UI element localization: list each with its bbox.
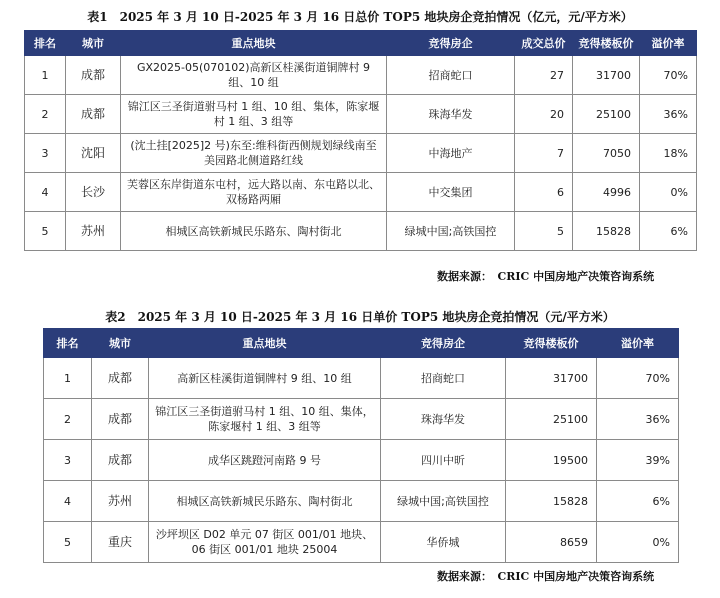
city-cell: 成都 — [92, 440, 149, 481]
developer-cell: 四川中昕 — [381, 440, 506, 481]
table-row — [44, 481, 679, 522]
land-cell: 锦江区三圣街道驸马村 1 组、10 组、集体，陈家堰村 1 组、3 组等 — [149, 399, 381, 440]
total-price-cell: 5 — [515, 212, 573, 251]
developer-cell: 绿城中国;高铁国控 — [381, 481, 506, 522]
rank-cell: 5 — [44, 522, 92, 563]
table1-header-developer: 竞得房企 — [387, 31, 515, 56]
table2-header-premium: 溢价率 — [597, 329, 679, 358]
city-cell: 苏州 — [92, 481, 149, 522]
table1-header-land: 重点地块 — [121, 31, 387, 56]
floor-price-cell: 4996 — [573, 173, 640, 212]
premium-cell: 39% — [597, 440, 679, 481]
land-cell: 相城区高铁新城民乐路东、陶村街北 — [149, 481, 381, 522]
city-cell: 成都 — [66, 56, 121, 95]
land-cell: 成华区跳蹬河南路 9 号 — [149, 440, 381, 481]
land-cell: GX2025-05(070102)高新区桂溪街道铜牌村 9 组、10 组 — [121, 56, 387, 95]
rank-cell: 4 — [44, 481, 92, 522]
developer-cell: 中交集团 — [387, 173, 515, 212]
developer-cell: 中海地产 — [387, 134, 515, 173]
total-price-cell: 20 — [515, 95, 573, 134]
table1-header-premium: 溢价率 — [640, 31, 697, 56]
city-cell: 长沙 — [66, 173, 121, 212]
premium-cell: 0% — [597, 522, 679, 563]
floor-price-cell: 8659 — [506, 522, 597, 563]
developer-cell: 绿城中国;高铁国控 — [387, 212, 515, 251]
city-cell: 成都 — [92, 399, 149, 440]
land-cell: 沙坪坝区 D02 单元 07 街区 001/01 地块、06 街区 001/01 地块 25004 — [149, 522, 381, 563]
premium-cell: 18% — [640, 134, 697, 173]
table2-header-floor-price: 竞得楼板价 — [506, 329, 597, 358]
table-row — [25, 56, 697, 95]
developer-cell: 珠海华发 — [387, 95, 515, 134]
rank-cell: 1 — [44, 358, 92, 399]
premium-cell: 6% — [597, 481, 679, 522]
table2-header-city: 城市 — [92, 329, 149, 358]
city-cell: 重庆 — [92, 522, 149, 563]
land-cell: (沈土挂[2025]2 号)东至:维科街西侧规划绿线南至美园路北侧道路红线 — [121, 134, 387, 173]
city-cell: 苏州 — [66, 212, 121, 251]
rank-cell: 2 — [25, 95, 66, 134]
table-row — [44, 399, 679, 440]
table-row — [44, 440, 679, 481]
table2-caption: 表2 2025 年 3 月 10 日-2025 年 3 月 16 日单价 TOP5 地块房企竞拍情况（元/平方米） — [105, 310, 615, 324]
total-price-cell: 27 — [515, 56, 573, 95]
table2-source: 数据来源： CRIC 中国房地产决策咨询系统 — [437, 570, 655, 583]
floor-price-cell: 7050 — [573, 134, 640, 173]
table1-header-total-price: 成交总价 — [515, 31, 573, 56]
land-cell: 相城区高铁新城民乐路东、陶村街北 — [121, 212, 387, 251]
table1-caption: 表1 2025 年 3 月 10 日-2025 年 3 月 16 日总价 TOP5 地块房企竞拍情况（亿元，元/平方米） — [87, 10, 633, 24]
developer-cell: 华侨城 — [381, 522, 506, 563]
table2-header-row — [44, 329, 679, 358]
table1-header-floor-price: 竞得楼板价 — [573, 31, 640, 56]
table1-header-rank: 排名 — [25, 31, 66, 56]
total-price-cell: 7 — [515, 134, 573, 173]
rank-cell: 1 — [25, 56, 66, 95]
developer-cell: 珠海华发 — [381, 399, 506, 440]
city-cell: 成都 — [66, 95, 121, 134]
table1-header-city: 城市 — [66, 31, 121, 56]
table1-source: 数据来源： CRIC 中国房地产决策咨询系统 — [437, 270, 655, 283]
table1-header-row — [25, 31, 697, 56]
table-row — [44, 358, 679, 399]
floor-price-cell: 19500 — [506, 440, 597, 481]
premium-cell: 36% — [597, 399, 679, 440]
table-row — [25, 173, 697, 212]
table2-header-developer: 竞得房企 — [381, 329, 506, 358]
floor-price-cell: 25100 — [506, 399, 597, 440]
rank-cell: 4 — [25, 173, 66, 212]
developer-cell: 招商蛇口 — [381, 358, 506, 399]
land-cell: 锦江区三圣街道驸马村 1 组、10 组、集体，陈家堰村 1 组、3 组等 — [121, 95, 387, 134]
table2-header-rank: 排名 — [44, 329, 92, 358]
city-cell: 成都 — [92, 358, 149, 399]
premium-cell: 70% — [640, 56, 697, 95]
premium-cell: 0% — [640, 173, 697, 212]
floor-price-cell: 25100 — [573, 95, 640, 134]
developer-cell: 招商蛇口 — [387, 56, 515, 95]
floor-price-cell: 15828 — [506, 481, 597, 522]
total-price-cell: 6 — [515, 173, 573, 212]
table-row — [25, 95, 697, 134]
table2-header-land: 重点地块 — [149, 329, 381, 358]
land-cell: 芙蓉区东岸街道东屯村，远大路以南、东屯路以北、双杨路两厢 — [121, 173, 387, 212]
table1-total-price-top5 — [24, 30, 697, 251]
premium-cell: 36% — [640, 95, 697, 134]
floor-price-cell: 31700 — [573, 56, 640, 95]
table-row — [44, 522, 679, 563]
floor-price-cell: 15828 — [573, 212, 640, 251]
premium-cell: 6% — [640, 212, 697, 251]
rank-cell: 5 — [25, 212, 66, 251]
premium-cell: 70% — [597, 358, 679, 399]
table2-unit-price-top5 — [43, 328, 679, 563]
rank-cell: 3 — [44, 440, 92, 481]
rank-cell: 2 — [44, 399, 92, 440]
floor-price-cell: 31700 — [506, 358, 597, 399]
land-cell: 高新区桂溪街道铜牌村 9 组、10 组 — [149, 358, 381, 399]
city-cell: 沈阳 — [66, 134, 121, 173]
table-row — [25, 212, 697, 251]
table-row — [25, 134, 697, 173]
rank-cell: 3 — [25, 134, 66, 173]
